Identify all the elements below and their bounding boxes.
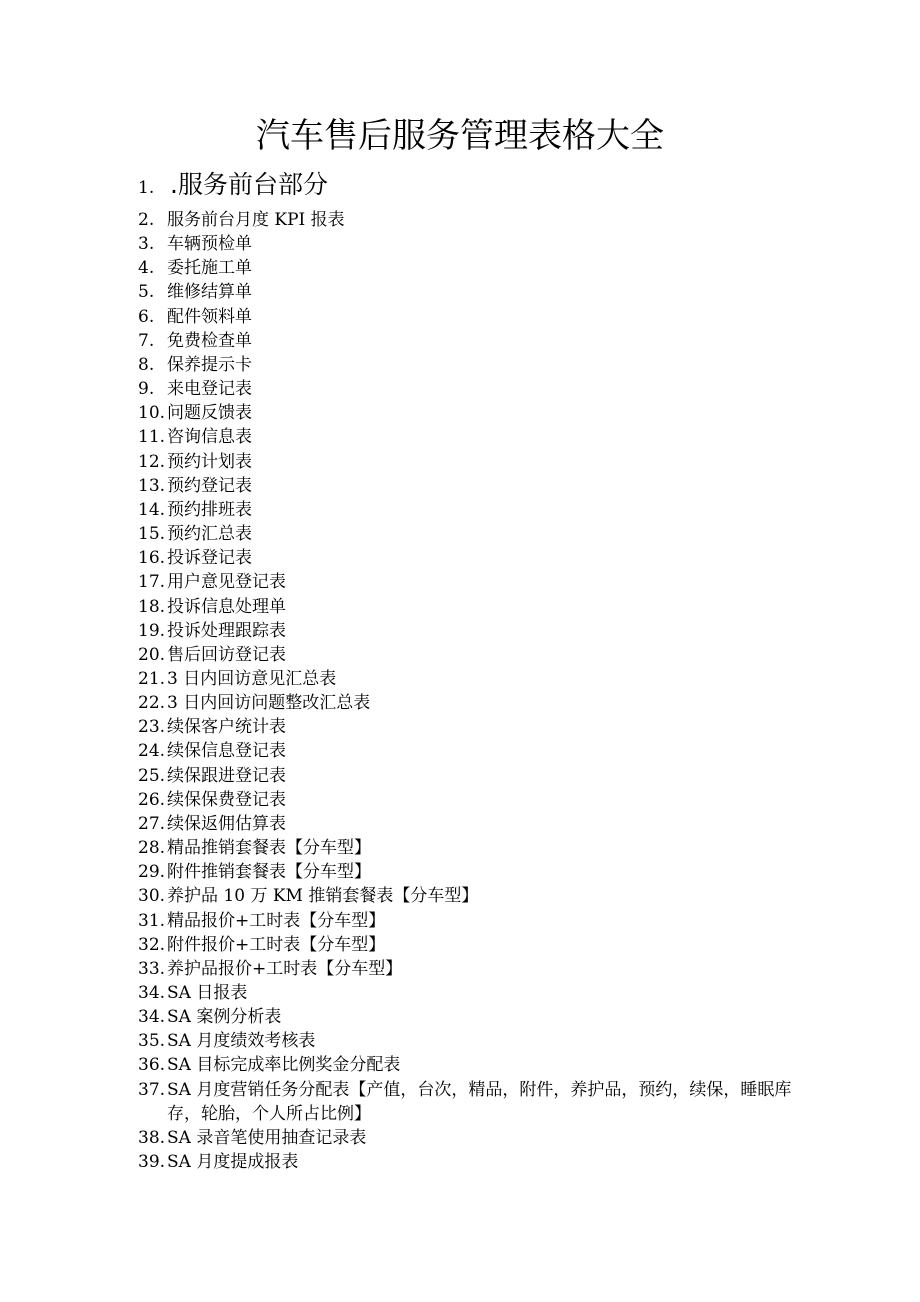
list-item-text: 预约登记表 <box>167 475 252 496</box>
list-item-number: 31. <box>138 910 166 931</box>
list-item-text: 续保客户统计表 <box>167 717 286 738</box>
list-item-text: SA 案例分析表 <box>167 1007 282 1028</box>
list-item-number: 33. <box>138 958 166 979</box>
list-item-text: SA 月度营销任务分配表【产值，台次，精品，附件，养护品，预约，续保，睡眠库存，轮胎，个人所占比例】 <box>167 1079 792 1124</box>
list-item-text: 续保信息登记表 <box>167 741 286 762</box>
list-item <box>138 1150 818 1174</box>
list-item <box>138 1029 818 1053</box>
list-item <box>138 474 818 498</box>
section-heading <box>138 165 328 203</box>
list-item <box>138 256 818 280</box>
list-item-text: 免费检查单 <box>167 330 252 351</box>
list-item-text: 预约排班表 <box>167 499 252 520</box>
list-item-number: 3. <box>138 234 155 255</box>
list-item <box>138 691 818 715</box>
list-item-number: 24. <box>138 741 166 762</box>
list-item <box>138 425 818 449</box>
list-item-text: 用户意见登记表 <box>167 572 286 593</box>
list-item <box>138 788 818 812</box>
list-item <box>138 1005 818 1029</box>
list-item-number: 21. <box>138 668 166 689</box>
list-item <box>138 860 818 884</box>
list-item <box>138 957 818 981</box>
list-item-text: 来电登记表 <box>167 379 252 400</box>
list-item <box>138 546 818 570</box>
list-item-text: 精品推销套餐表【分车型】 <box>167 838 371 859</box>
list-item-number: 28. <box>138 838 166 859</box>
list-item <box>138 836 818 860</box>
list-item-number: 13. <box>138 475 166 496</box>
list-item-text: 投诉登记表 <box>167 548 252 569</box>
list-item-text: 车辆预检单 <box>167 234 252 255</box>
list-item-number: 7. <box>138 330 155 351</box>
list-item-text: SA 录音笔使用抽查记录表 <box>167 1127 367 1148</box>
list-item-number: 36. <box>138 1055 166 1076</box>
list-item <box>138 933 818 957</box>
list-item-number: 34. <box>138 1007 166 1028</box>
list-item-text: 续保返佣估算表 <box>167 813 286 834</box>
list-item-text: 养护品报价+工时表【分车型】 <box>167 958 403 979</box>
list-item-number: 12. <box>138 451 166 472</box>
list-item-number: 16. <box>138 548 166 569</box>
list-item-number: 14. <box>138 499 166 520</box>
list-item-text: 服务前台月度 KPI 报表 <box>167 210 345 230</box>
list-item-number: 5. <box>138 282 155 303</box>
list-item-text: SA 目标完成率比例奖金分配表 <box>167 1055 401 1076</box>
list-item <box>138 1126 818 1150</box>
list-item-text: 售后回访登记表 <box>167 644 286 665</box>
list-item-number: 4. <box>138 258 155 279</box>
list-item-text: SA 日报表 <box>167 983 248 1003</box>
list-item-number: 32. <box>138 934 166 955</box>
list-item-text: 续保保费登记表 <box>167 789 286 810</box>
list-item-number: 39. <box>138 1152 166 1173</box>
list-item-number: 35. <box>138 1031 166 1052</box>
list-item-number: 26. <box>138 789 166 810</box>
list-item-text: 投诉信息处理单 <box>167 596 286 617</box>
list-item <box>138 595 818 619</box>
list-item-number: 9. <box>138 379 155 400</box>
list-item <box>138 909 818 933</box>
list-item-number: 15. <box>138 524 166 545</box>
list-item-text: 问题反馈表 <box>167 403 252 424</box>
list-item-number: 22. <box>138 693 166 714</box>
list-item <box>138 981 818 1005</box>
list-item-text: 咨询信息表 <box>167 427 252 448</box>
list-item-number: 30. <box>138 886 166 907</box>
list-item <box>138 450 818 474</box>
section-number: 1. <box>138 178 155 198</box>
list-item-text: 养护品 10 万 KM 推销套餐表【分车型】 <box>167 886 479 907</box>
list-item-text: 3 日内回访意见汇总表 <box>167 668 337 689</box>
list-item <box>138 739 818 763</box>
list-item <box>138 667 818 691</box>
list-item-number: 25. <box>138 765 166 786</box>
list-item-number: 38. <box>138 1127 166 1148</box>
list-item-number: 2. <box>138 210 155 230</box>
list-item-text: 附件报价+工时表【分车型】 <box>167 934 386 955</box>
list-item <box>138 353 818 377</box>
list-item <box>138 570 818 594</box>
list-item-number: 11. <box>138 427 166 448</box>
list-item-text: SA 月度提成报表 <box>167 1152 299 1173</box>
list-item-text: 投诉处理跟踪表 <box>167 620 286 641</box>
list-item-number: 29. <box>138 862 166 883</box>
list-item-text: 预约计划表 <box>167 451 252 472</box>
list-item-text: 保养提示卡 <box>167 354 252 375</box>
list-item-text: 续保跟进登记表 <box>167 765 286 786</box>
list-item <box>138 764 818 788</box>
list-item-number: 10. <box>138 403 166 424</box>
list-item-number: 27. <box>138 813 166 834</box>
list-item <box>138 884 818 908</box>
list-item <box>138 1053 818 1077</box>
document-title: 汽车售后服务管理表格大全 <box>256 116 664 156</box>
list-item-number: 19. <box>138 620 166 641</box>
list-item-text: 委托施工单 <box>167 258 252 279</box>
list-item <box>138 498 818 522</box>
list-item <box>138 619 818 643</box>
list-item <box>138 401 818 425</box>
section-label: .服务前台部分 <box>170 170 328 199</box>
list-item-text: 维修结算单 <box>167 282 252 303</box>
list-item-text: 精品报价+工时表【分车型】 <box>167 910 386 931</box>
list-item <box>138 1078 818 1126</box>
list-item <box>138 280 818 304</box>
list-item <box>138 522 818 546</box>
list-item-number: 17. <box>138 572 166 593</box>
list-item-number: 18. <box>138 596 166 617</box>
list-item <box>138 208 818 232</box>
list-item <box>138 643 818 667</box>
list-item-number: 8. <box>138 354 155 375</box>
list-item <box>138 715 818 739</box>
list-item-number: 20. <box>138 644 166 665</box>
list-item-text: SA 月度绩效考核表 <box>167 1031 316 1052</box>
list-item-text: 3 日内回访问题整改汇总表 <box>167 693 371 714</box>
list-item <box>138 232 818 256</box>
list-item-text: 预约汇总表 <box>167 524 252 545</box>
list-item-text: 配件领料单 <box>167 306 252 327</box>
list-item-number: 34. <box>138 983 166 1003</box>
form-list <box>138 208 818 1174</box>
list-item-number: 6. <box>138 306 155 327</box>
list-item-number: 23. <box>138 717 166 738</box>
list-item-text: 附件推销套餐表【分车型】 <box>167 862 371 883</box>
list-item <box>138 812 818 836</box>
list-item <box>138 305 818 329</box>
list-item <box>138 329 818 353</box>
list-item-number: 37. <box>138 1079 166 1100</box>
list-item <box>138 377 818 401</box>
